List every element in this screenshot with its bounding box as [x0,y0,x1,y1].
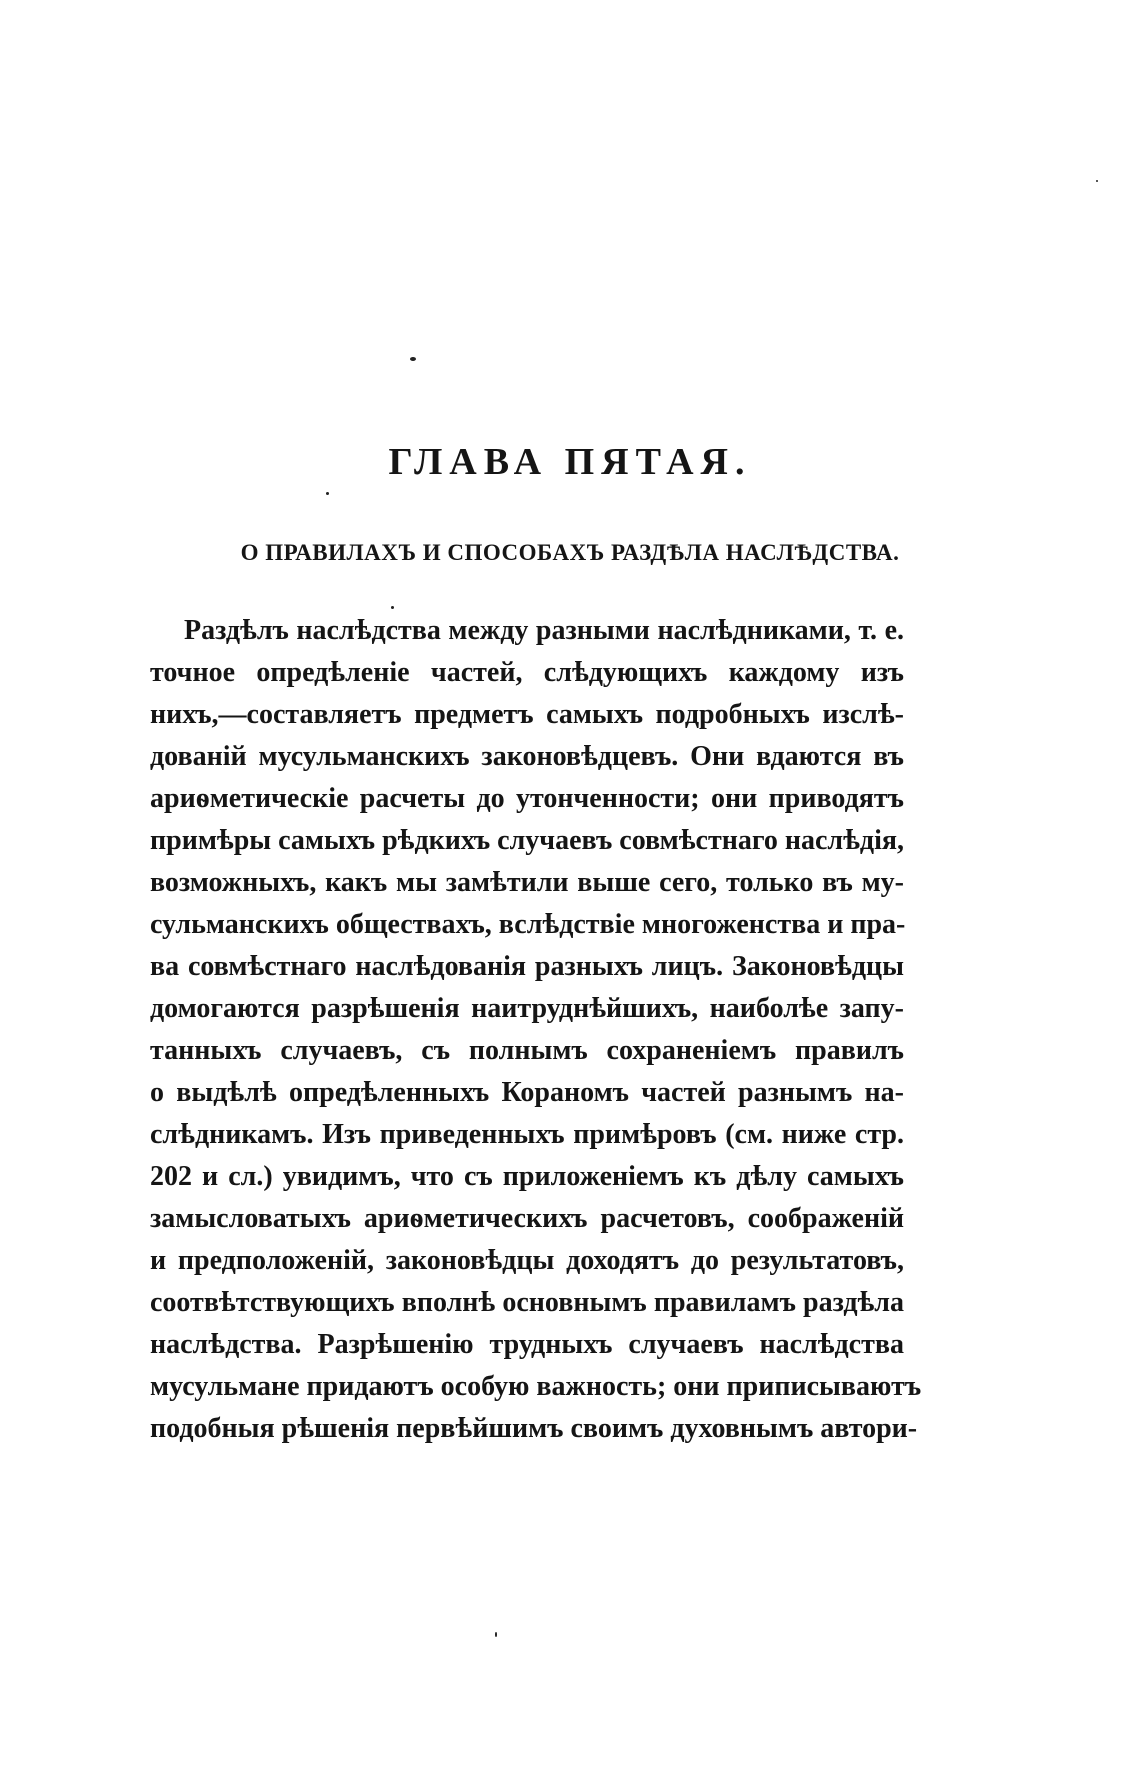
body-line: и предположеній, законовѣдцы доходятъ до результатовъ, [150,1245,904,1276]
body-line: 202 и сл.) увидимъ, что съ приложеніемъ къ дѣлу самыхъ [150,1161,904,1192]
ink-speck [495,1632,497,1637]
ink-speck [326,492,329,495]
body-line: дованій мусульманскихъ законовѣдцевъ. Они вдаются въ [150,741,904,772]
body-line: наслѣдства. Разрѣшенію трудныхъ случаевъ наслѣдства [150,1329,904,1360]
body-line: домогаются разрѣшенія наитруднѣйшихъ, наиболѣе запу- [150,993,904,1024]
body-line: Раздѣлъ наслѣдства между разными наслѣдниками, т. е. [184,615,904,646]
body-line: точное опредѣленіе частей, слѣдующихъ каждому изъ [150,657,904,688]
section-title: О ПРАВИЛАХЪ И СПОСОБАХЪ РАЗДѢЛА НАСЛѢДСТВА. [240,540,900,565]
body-text [150,610,922,1450]
body-line: мусульмане придаютъ особую важность; они приписываютъ [150,1371,922,1402]
chapter-title: ГЛАВА ПЯТАЯ. [388,441,752,483]
ink-speck [391,606,394,609]
body-line: сульманскихъ обществахъ, вслѣдствіе многоженства и пра- [150,909,906,940]
body-line: примѣры самыхъ рѣдкихъ случаевъ совмѣстнаго наслѣдія, [150,825,905,856]
body-line: подобныя рѣшенія первѣйшимъ своимъ духовнымъ автори- [150,1413,918,1444]
body-line: ва совмѣстнаго наслѣдованія разныхъ лицъ. Законовѣдцы [150,951,904,982]
body-line: замысловатыхъ ариѳметическихъ расчетовъ, соображеній [150,1203,904,1234]
body-line: возможныхъ, какъ мы замѣтили выше сего, только въ му- [150,867,904,898]
ink-speck [1096,180,1098,182]
body-line: соотвѣтствующихъ вполнѣ основнымъ правиламъ раздѣла [150,1287,904,1318]
body-line: слѣдникамъ. Изъ приведенныхъ примѣровъ (см. ниже стр. [150,1119,904,1150]
body-line: нихъ,—составляетъ предметъ самыхъ подробныхъ изслѣ- [150,699,904,730]
body-line: ариѳметическіе расчеты до утонченности; они приводятъ [150,783,904,814]
body-line: о выдѣлѣ опредѣленныхъ Кораномъ частей разнымъ на- [150,1077,904,1108]
ink-speck [410,357,416,361]
body-line: танныхъ случаевъ, съ полнымъ сохраненіемъ правилъ [150,1035,904,1066]
